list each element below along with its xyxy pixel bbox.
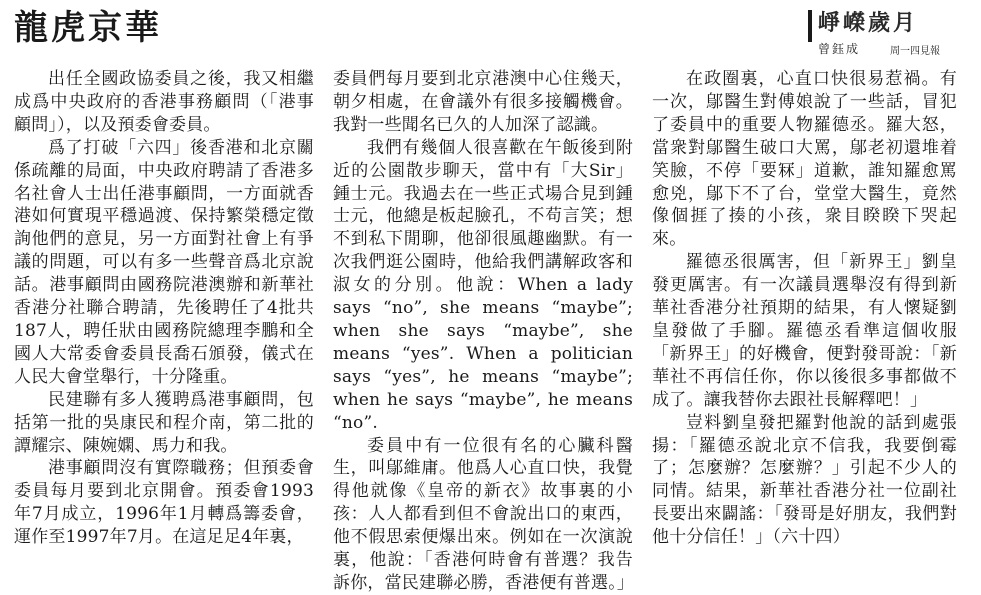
article-paragraph: 在政圈裏，心直口快很易惹禍。有一次，鄔醫生對傅娘說了一些話，冒犯了委員中的重要人物羅德丞。羅大怒，當衆對鄔醫生破口大罵，鄔老初還堆着笑臉，不停「要冧」道歉，誰知羅愈罵愈兇，鄔下不了台，堂堂大醫生，竟然像個捱了揍的小孩，衆目睽睽下哭起來。 bbox=[652, 69, 957, 250]
author-name: 曾鈺成 bbox=[818, 42, 861, 56]
article-paragraph: 爲了打破「六四」後香港和北京關係疏離的局面，中央政府聘請了香港多名社會人士出任港事顧問，一方面就香港如何實現平穩過渡、保持繁榮穩定徵詢他們的意見，另一方面對社會上有爭議的問題，可以有多一些聲音爲北京說話。港事顧問由國務院港澳辦和新華社香港分社聯合聘請，先後聘任了4批共187人，聘任狀由國務院總理李鵬和全國人大常委會委員長喬石頒發，儀式在人民大會堂舉行，十分隆重。 bbox=[14, 137, 314, 387]
article-column-2 bbox=[333, 68, 635, 593]
article-paragraph: 羅德丞很厲害，但「新界王」劉皇發更厲害。有一次議員選舉沒有得到新華社香港分社預期的結果，有人懷疑劉皇發做了手腳。羅德丞看準這個收服「新界王」的好機會，便對發哥說：「新華社不再信任你，你以後很多事都做不成了。讓我替你去跟社長解釋吧！」 bbox=[652, 252, 957, 410]
article-paragraph: 港事顧問沒有實際職務；但預委會委員每月要到北京開會。預委會1993年7月成立，1996年1月轉爲籌委會，運作至1997年7月。在這足足4年裏， bbox=[14, 458, 314, 548]
publication-schedule: 周一四見報 bbox=[890, 46, 940, 57]
column-name: 崢嶸歲月 bbox=[818, 10, 919, 36]
article-paragraph: 我們有幾個人很喜歡在午飯後到附近的公園散步聊天，當中有「大Sir」鍾士元。我過去在一些正式場合見到鍾士元，他總是板起臉孔，不苟言笑；想不到私下閒聊，他卻很風趣幽默。有一次我們逛公園時，他給我們講解政客和淑女的分別。他說：When a lady says “no”, she means “maybe”; when she says “maybe”, she means “yes”. When a politician says “yes”, he means “maybe”; when he says “maybe”, he means “no”. bbox=[333, 137, 633, 433]
article-paragraph: 委員們每月要到北京港澳中心住幾天，朝夕相處，在會議外有很多接觸機會。我對一些聞名已久的人加深了認識。 bbox=[333, 69, 633, 135]
article-column-1 bbox=[14, 68, 314, 558]
article-paragraph: 民建聯有多人獲聘爲港事顧問，包括第一批的吳康民和程介南，第二批的譚耀宗、陳婉嫻、馬力和我。 bbox=[14, 389, 314, 456]
column-header-bar bbox=[808, 10, 812, 42]
article-column-3 bbox=[652, 68, 957, 558]
article-paragraph: 豈料劉皇發把羅對他說的話到處張揚：「羅德丞說北京不信我，我要倒霉了；怎麼辦？怎麼辦？」引起不少人的同情。結果，新華社香港分社一位副社長要出來闢謠：「發哥是好朋友，我們對他十分信任！」（六十四） bbox=[652, 412, 957, 548]
article-paragraph: 出任全國政協委員之後，我又相繼成爲中央政府的香港事務顧問（「港事顧問」），以及預委會委員。 bbox=[14, 69, 314, 135]
article-paragraph: 委員中有一位很有名的心臟科醫生，叫鄔維庸。他爲人心直口快，我覺得他就像《皇帝的新衣》故事裏的小孩：人人都看到但不會說出口的東西，他不假思索便爆出來。例如在一次演說裏，他說：「香港何時會有普選？我告訴你，當民建聯必勝，香港便有普選。」 bbox=[333, 435, 635, 593]
headline-title: 龍虎京華 bbox=[14, 8, 162, 48]
column-header bbox=[808, 6, 974, 58]
